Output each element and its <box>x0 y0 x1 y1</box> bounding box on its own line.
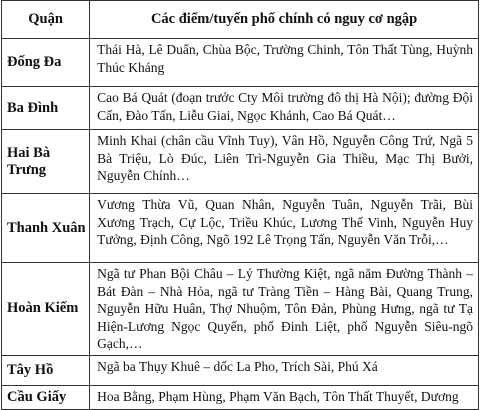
streets-cell: Vương Thừa Vũ, Quan Nhân, Nguyễn Tuân, Nguyễn Trãi, Bùi Xương Trạch, Cự Lộc, Triều Khúc, Lương Thế Vinh, Nguyễn Huy Tưởng, Định Công, Ngõ 192 Lê Trọng Tấn, Nguyễn Văn Trỗi,… <box>90 194 479 263</box>
table-row <box>2 87 479 130</box>
district-cell: Đống Đa <box>2 39 90 87</box>
header-district: Quận <box>2 1 90 39</box>
table-row <box>2 39 479 87</box>
table-row <box>2 263 479 356</box>
streets-cell: Ngã tư Phan Bội Châu – Lý Thường Kiệt, ngã năm Đường Thành – Bát Đàn – Nhà Hỏa, ngã tư Tràng Tiền – Hàng Bài, Quang Trung, Nguyễn Hữu Huân, Thợ Nhuộm, Tôn Đản, Phùng Hưng, ngã tư Tạ Hiện-Lương Ngọc Quyến, phố Đinh Liệt, phố Nguyễn Siêu-ngõ Gạch,… <box>90 263 479 356</box>
table-row <box>2 194 479 263</box>
header-streets: Các điểm/tuyến phố chính có nguy cơ ngập <box>90 1 479 39</box>
district-cell: Cầu Giấy <box>2 385 90 409</box>
flood-risk-table <box>1 0 479 410</box>
district-cell: Hai Bà Trưng <box>2 130 90 194</box>
table-header-row <box>2 1 479 39</box>
streets-cell: Cao Bá Quát (đoạn trước Cty Môi trường đô thị Hà Nội); đường Đội Cấn, Đào Tấn, Liễu Giai, Ngọc Khánh, Cao Bá Quát… <box>90 87 479 130</box>
table-row <box>2 385 479 409</box>
table-row <box>2 355 479 385</box>
table-row <box>2 130 479 194</box>
district-cell: Hoàn Kiếm <box>2 263 90 356</box>
district-cell: Ba Đình <box>2 87 90 130</box>
district-cell: Thanh Xuân <box>2 194 90 263</box>
streets-cell: Ngã ba Thụy Khuê – dốc La Pho, Trích Sài, Phú Xá <box>90 355 479 385</box>
district-cell: Tây Hồ <box>2 355 90 385</box>
streets-cell: Thái Hà, Lê Duẩn, Chùa Bộc, Trường Chinh, Tôn Thất Tùng, Huỳnh Thúc Kháng <box>90 39 479 87</box>
streets-cell: Minh Khai (chân cầu Vĩnh Tuy), Vân Hồ, Nguyễn Công Trứ, Ngã 5 Bà Triệu, Lò Đúc, Liên Trì-Nguyễn Gia Thiều, Mạc Thị Bưởi, Nguyễn Chính… <box>90 130 479 194</box>
streets-cell: Hoa Bằng, Phạm Hùng, Phạm Văn Bạch, Tôn Thất Thuyết, Dương <box>90 385 479 409</box>
